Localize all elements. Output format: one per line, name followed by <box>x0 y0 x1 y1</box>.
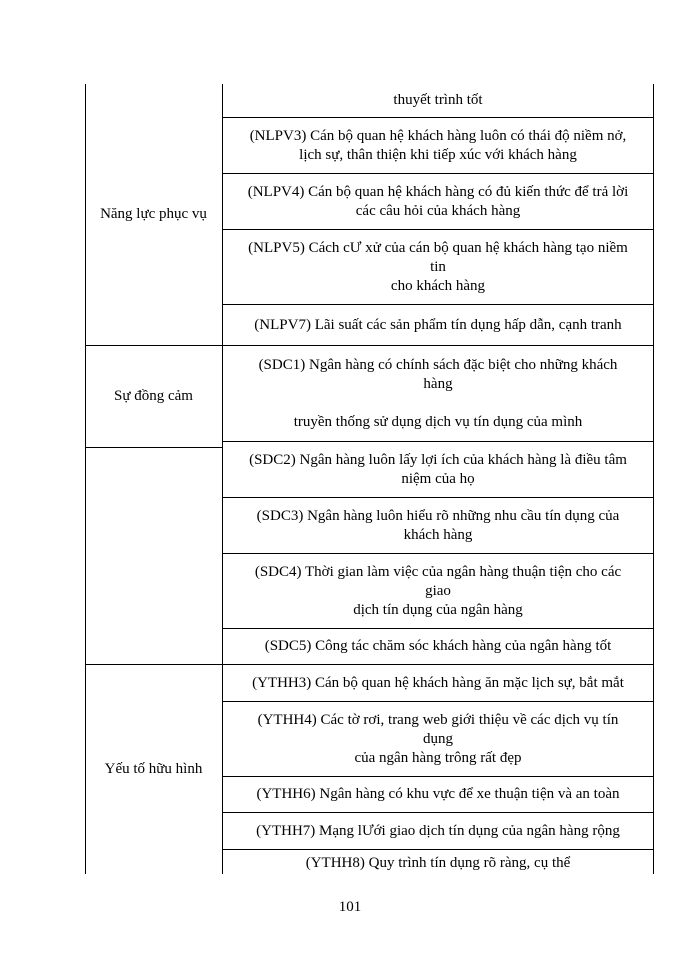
item-line: truyền thống sử dụng dịch vụ tín dụng của mình <box>293 413 583 430</box>
item-cell-thuyet-trinh <box>223 84 653 117</box>
item-line: (SDC1) Ngân hàng có chính sách đặc biệt cho những khách <box>258 356 618 373</box>
item-cell-sdc4 <box>223 554 653 628</box>
item-line: (SDC5) Công tác chăm sóc khách hàng của ngân hàng tốt <box>264 638 612 654</box>
item-cell-sdc2 <box>223 442 653 497</box>
item-line: (NLPV5) Cách cƯ xử của cán bộ quan hệ khách hàng tạo niềm <box>248 239 628 256</box>
category-yeu-to-huu-hinh <box>85 665 222 874</box>
item-cell-sdc1 <box>223 346 653 441</box>
item-line: dụng <box>423 730 453 747</box>
category-nang-luc-phuc-vu <box>85 84 222 345</box>
item-line: giao <box>425 582 451 599</box>
item-line: (YTHH8) Quy trình tín dụng rõ ràng, cụ thể <box>305 855 571 871</box>
item-line: lịch sự, thân thiện khi tiếp xúc với khách hàng <box>299 146 577 163</box>
item-line: thuyết trình tốt <box>393 92 483 108</box>
category-su-dong-cam <box>85 346 222 447</box>
item-line: (SDC2) Ngân hàng luôn lấy lợi ích của khách hàng là điều tâm <box>249 451 627 468</box>
item-line: (SDC3) Ngân hàng luôn hiểu rõ những nhu cầu tín dụng của <box>256 507 620 524</box>
table-border-right <box>653 84 654 874</box>
item-cell-ythh4 <box>223 702 653 776</box>
group-divider-left <box>85 447 223 448</box>
item-cell-ythh8 <box>223 850 653 880</box>
category-label: Yếu tố hữu hình <box>104 761 203 777</box>
item-cell-nlpv5 <box>223 230 653 304</box>
item-cell-nlpv7 <box>223 305 653 345</box>
item-line: niệm của họ <box>401 470 475 487</box>
item-line: (YTHH4) Các tờ rơi, trang web giới thiệu về các dịch vụ tín <box>257 711 619 728</box>
item-cell-ythh7 <box>223 813 653 849</box>
item-line: (NLPV7) Lãi suất các sản phẩm tín dụng hấp dẫn, cạnh tranh <box>254 316 622 333</box>
category-label: Sự đồng cảm <box>114 388 193 404</box>
item-line: các câu hỏi của khách hàng <box>355 202 521 219</box>
page-number: 101 <box>338 899 362 915</box>
item-line: (SDC4) Thời gian làm việc của ngân hàng thuận tiện cho các <box>254 563 622 580</box>
item-cell-ythh6 <box>223 777 653 812</box>
item-cell-sdc3 <box>223 498 653 553</box>
item-cell-ythh3 <box>223 665 653 701</box>
item-line: (YTHH7) Mạng lƯới giao dịch tín dụng của ngân hàng rộng <box>256 822 620 839</box>
item-line: (NLPV3) Cán bộ quan hệ khách hàng luôn có thái độ niềm nở, <box>249 127 627 144</box>
item-cell-sdc5 <box>223 629 653 664</box>
item-line: khách hàng <box>403 526 473 543</box>
item-cell-nlpv4 <box>223 174 653 229</box>
item-line: (YTHH3) Cán bộ quan hệ khách hàng ăn mặc lịch sự, bắt mắt <box>252 674 624 691</box>
item-line: dịch tín dụng của ngân hàng <box>353 601 523 618</box>
item-line: (NLPV4) Cán bộ quan hệ khách hàng có đủ kiến thức để trả lời <box>247 183 629 200</box>
item-line: hàng <box>423 375 453 392</box>
item-line: của ngân hàng trông rất đẹp <box>354 749 522 766</box>
category-label: Năng lực phục vụ <box>100 206 207 222</box>
item-line: cho khách hàng <box>390 277 486 294</box>
item-line: tin <box>430 258 446 275</box>
item-cell-nlpv3 <box>223 118 653 173</box>
item-line: (YTHH6) Ngân hàng có khu vực để xe thuận tiện và an toàn <box>256 786 620 802</box>
